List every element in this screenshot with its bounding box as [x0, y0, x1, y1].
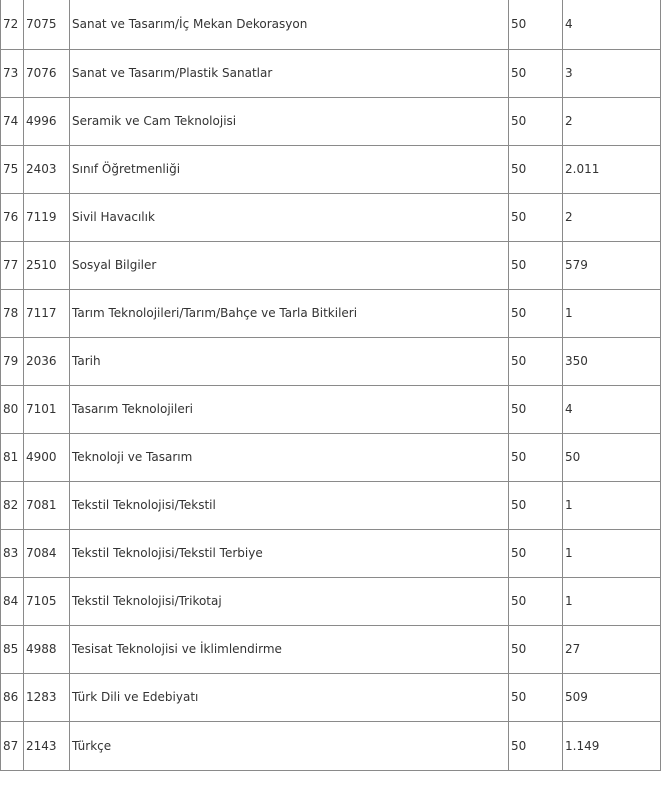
table-row [1, 625, 661, 673]
field-code: 7105 [24, 577, 70, 625]
base-value: 50 [509, 0, 563, 49]
count-value: 27 [563, 625, 661, 673]
field-name: Tesisat Teknolojisi ve İklimlendirme [70, 625, 509, 673]
field-code: 7081 [24, 481, 70, 529]
field-code: 7101 [24, 385, 70, 433]
row-number: 76 [1, 193, 24, 241]
count-value: 350 [563, 337, 661, 385]
count-value: 1.149 [563, 721, 661, 770]
row-number: 77 [1, 241, 24, 289]
base-value: 50 [509, 673, 563, 721]
field-name: Teknoloji ve Tasarım [70, 433, 509, 481]
row-number: 81 [1, 433, 24, 481]
table-body [1, 0, 661, 770]
table-row [1, 97, 661, 145]
field-name: Sanat ve Tasarım/Plastik Sanatlar [70, 49, 509, 97]
field-name: Sanat ve Tasarım/İç Mekan Dekorasyon [70, 0, 509, 49]
field-code: 1283 [24, 673, 70, 721]
field-code: 7076 [24, 49, 70, 97]
base-value: 50 [509, 577, 563, 625]
field-name: Tekstil Teknolojisi/Tekstil [70, 481, 509, 529]
field-name: Tekstil Teknolojisi/Tekstil Terbiye [70, 529, 509, 577]
row-number: 83 [1, 529, 24, 577]
field-code: 2510 [24, 241, 70, 289]
field-code: 4988 [24, 625, 70, 673]
field-name: Sınıf Öğretmenliği [70, 145, 509, 193]
row-number: 84 [1, 577, 24, 625]
field-code: 4996 [24, 97, 70, 145]
row-number: 79 [1, 337, 24, 385]
row-number: 73 [1, 49, 24, 97]
field-code: 2143 [24, 721, 70, 770]
count-value: 1 [563, 577, 661, 625]
count-value: 50 [563, 433, 661, 481]
base-value: 50 [509, 385, 563, 433]
field-name: Tasarım Teknolojileri [70, 385, 509, 433]
count-value: 2 [563, 97, 661, 145]
row-number: 85 [1, 625, 24, 673]
base-value: 50 [509, 193, 563, 241]
table-row [1, 433, 661, 481]
row-number: 72 [1, 0, 24, 49]
count-value: 509 [563, 673, 661, 721]
field-code: 7117 [24, 289, 70, 337]
table-row [1, 481, 661, 529]
count-value: 4 [563, 0, 661, 49]
base-value: 50 [509, 433, 563, 481]
field-name: Tarih [70, 337, 509, 385]
field-name: Tarım Teknolojileri/Tarım/Bahçe ve Tarla Bitkileri [70, 289, 509, 337]
field-code: 7119 [24, 193, 70, 241]
table-row [1, 673, 661, 721]
table-row [1, 0, 661, 49]
base-value: 50 [509, 625, 563, 673]
field-name: Tekstil Teknolojisi/Trikotaj [70, 577, 509, 625]
field-code: 7075 [24, 0, 70, 49]
field-code: 4900 [24, 433, 70, 481]
field-code: 2036 [24, 337, 70, 385]
count-value: 2 [563, 193, 661, 241]
table-row [1, 49, 661, 97]
count-value: 1 [563, 481, 661, 529]
base-value: 50 [509, 241, 563, 289]
base-value: 50 [509, 49, 563, 97]
table-row [1, 289, 661, 337]
base-value: 50 [509, 481, 563, 529]
field-code: 7084 [24, 529, 70, 577]
table-row [1, 529, 661, 577]
table-row [1, 241, 661, 289]
base-value: 50 [509, 721, 563, 770]
table-row [1, 145, 661, 193]
field-name: Sosyal Bilgiler [70, 241, 509, 289]
table-row [1, 337, 661, 385]
base-value: 50 [509, 289, 563, 337]
row-number: 80 [1, 385, 24, 433]
table-row [1, 577, 661, 625]
field-name: Sivil Havacılık [70, 193, 509, 241]
count-value: 3 [563, 49, 661, 97]
count-value: 1 [563, 529, 661, 577]
count-value: 579 [563, 241, 661, 289]
base-value: 50 [509, 529, 563, 577]
table-row [1, 721, 661, 770]
row-number: 82 [1, 481, 24, 529]
row-number: 86 [1, 673, 24, 721]
count-value: 4 [563, 385, 661, 433]
field-code: 2403 [24, 145, 70, 193]
count-value: 2.011 [563, 145, 661, 193]
field-name: Türk Dili ve Edebiyatı [70, 673, 509, 721]
field-name: Seramik ve Cam Teknolojisi [70, 97, 509, 145]
table-row [1, 193, 661, 241]
row-number: 74 [1, 97, 24, 145]
base-value: 50 [509, 145, 563, 193]
field-name: Türkçe [70, 721, 509, 770]
row-number: 87 [1, 721, 24, 770]
base-value: 50 [509, 97, 563, 145]
row-number: 75 [1, 145, 24, 193]
base-value: 50 [509, 337, 563, 385]
table-row [1, 385, 661, 433]
count-value: 1 [563, 289, 661, 337]
row-number: 78 [1, 289, 24, 337]
